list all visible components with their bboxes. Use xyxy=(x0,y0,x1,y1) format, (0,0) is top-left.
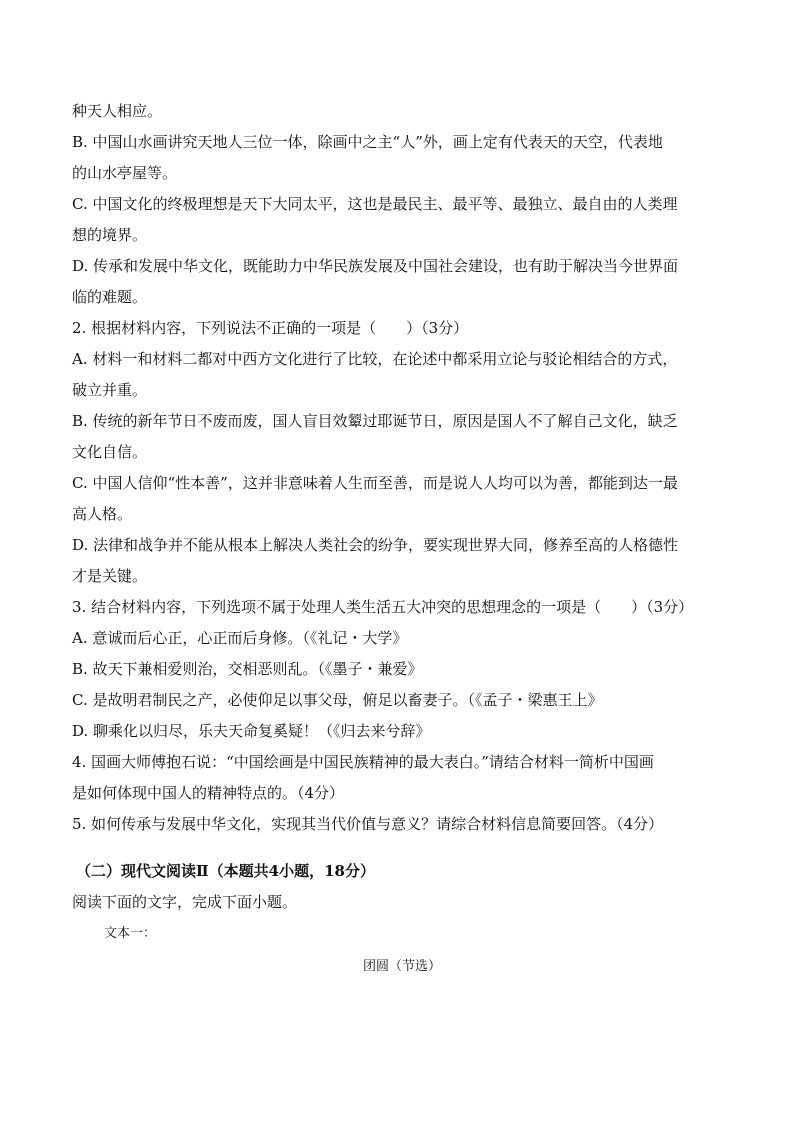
text-line: B. 中国山水画讲究天地人三位一体，除画中之主“人”外，画上定有代表天的天空，代表地 xyxy=(72,133,663,151)
text-line: 的山水亭屋等。 xyxy=(72,164,178,182)
question-block xyxy=(72,96,732,840)
text-line: C. 中国文化的终极理想是天下大同太平，这也是最民主、最平等、最独立、最自由的人类理 xyxy=(72,195,678,213)
text-line: 想的境界。 xyxy=(72,226,148,244)
text-line: B. 故天下兼相爱则治，交相恶则乱。（《墨子・兼爱》 xyxy=(72,660,423,678)
text-label: 文本一： xyxy=(104,926,157,941)
text-line: D. 法律和战争并不能从根本上解决人类社会的纷争，要实现世界大同，修养至高的人格德性 xyxy=(72,536,679,554)
text-line: D. 聊乘化以归尽，乐夫天命复奚疑！（《归去来兮辞》 xyxy=(72,722,431,740)
text-line: 破立并重。 xyxy=(72,381,148,399)
text-line: A. 材料一和材料二都对中西方文化进行了比较，在论述中都采用立论与驳论相结合的方式， xyxy=(72,350,678,368)
text-title: 团圆（节选） xyxy=(362,959,441,974)
text-line: 文化自信。 xyxy=(72,443,148,461)
section-instruction: 阅读下面的文字，完成下面小题。 xyxy=(72,893,298,911)
question-3: 3. 结合材料内容，下列选项不属于处理人类生活五大冲突的思想理念的一项是（ ）（3分） xyxy=(72,598,694,616)
section-heading: （二）现代文阅读Ⅱ（本题共4小题，18分） xyxy=(76,862,375,880)
text-line: 高人格。 xyxy=(72,505,133,523)
text-line: 是如何体现中国人的精神特点的。（4分） xyxy=(72,784,345,802)
document-page xyxy=(72,96,732,982)
question-2: 2. 根据材料内容，下列说法不正确的一项是（ ）（3分） xyxy=(72,319,469,337)
text-line: 临的难题。 xyxy=(72,288,148,306)
text-line: A. 意诚而后心正，心正而后身修。（《礼记・大学》 xyxy=(72,629,408,647)
text-line: 才是关键。 xyxy=(72,567,148,585)
text-line: D. 传承和发展中华文化，既能助力中华民族发展及中国社会建设，也有助于解决当今世界面 xyxy=(72,257,679,275)
question-5: 5. 如何传承与发展中华文化，实现其当代价值与意义？请综合材料信息简要回答。（4分） xyxy=(72,815,664,833)
text-line: C. 是故明君制民之产，必使仰足以事父母，俯足以畜妻子。（《孟子・梁惠王上》 xyxy=(72,691,603,709)
text-line: 种天人相应。 xyxy=(72,102,163,120)
question-4: 4. 国画大师傅抱石说：“中国绘画是中国民族精神的最大表白。”请结合材料一简析中国画 xyxy=(72,753,654,771)
text-line: C. 中国人信仰“性本善”，这并非意味着人生而至善，而是说人人均可以为善，都能到达一最 xyxy=(72,474,678,492)
text-line: B. 传统的新年节日不废而废，国人盲目效颦过耶诞节日，原因是国人不了解自己文化，缺乏 xyxy=(72,412,678,430)
